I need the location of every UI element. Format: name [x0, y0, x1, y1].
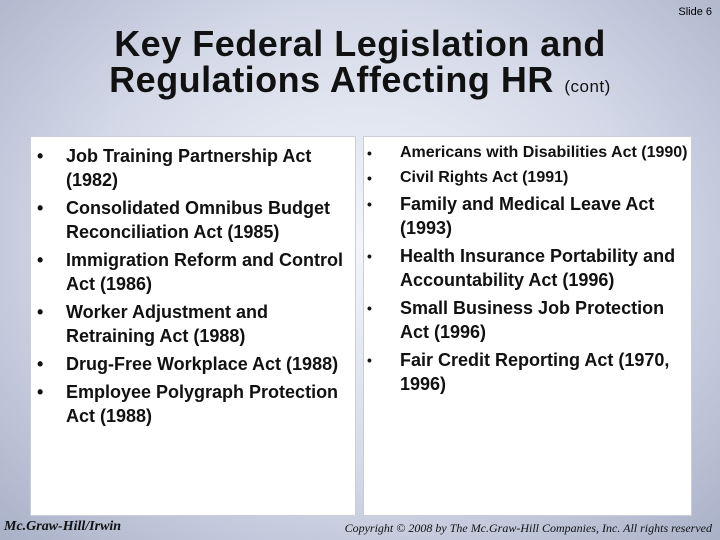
bullet-icon: •: [37, 382, 44, 402]
bullet-icon: •: [37, 146, 44, 166]
bullet-icon: •: [37, 302, 44, 322]
list-item: • Consolidated Omnibus Budget Reconciliation Act (1985): [37, 198, 330, 242]
list-item: • Fair Credit Reporting Act (1970, 1996): [367, 350, 670, 394]
right-bullet-list: [364, 137, 691, 396]
left-content-panel: [30, 136, 356, 516]
list-item: • Immigration Reform and Control Act (1986): [37, 250, 344, 294]
bullet-icon: •: [367, 248, 372, 264]
title-line-2: Regulations Affecting HR: [109, 59, 554, 100]
bullet-icon: •: [367, 352, 372, 368]
bullet-icon: •: [367, 300, 372, 316]
bullet-icon: •: [37, 198, 44, 218]
bullet-icon: •: [37, 354, 44, 374]
list-item: • Civil Rights Act (1991): [364, 167, 691, 189]
copyright-footer: Copyright © 2008 by The Mc.Graw-Hill Companies, Inc. All rights reserved: [344, 521, 712, 535]
list-item: • Employee Polygraph Protection Act (1988): [37, 382, 339, 426]
list-item: • Small Business Job Protection Act (1996): [367, 298, 665, 342]
bullet-icon: •: [367, 196, 372, 212]
left-bullet-list: [31, 137, 355, 428]
bullet-icon: •: [367, 170, 372, 186]
title-line-1: Key Federal Legislation and: [114, 23, 606, 64]
slide-title: [0, 23, 720, 105]
list-item: • Health Insurance Portability and Accountability Act (1996): [367, 246, 676, 290]
list-item: • Americans with Disabilities Act (1990): [364, 142, 691, 164]
list-item: • Drug-Free Workplace Act (1988): [37, 354, 339, 374]
right-content-panel: [363, 136, 692, 516]
slide-number: Slide 6: [678, 6, 712, 18]
bullet-icon: •: [367, 145, 372, 161]
bullet-icon: •: [37, 250, 44, 270]
list-item: • Job Training Partnership Act (1982): [37, 146, 312, 190]
title-cont-label: (cont): [564, 77, 611, 96]
list-item: • Worker Adjustment and Retraining Act (1988): [37, 302, 269, 346]
publisher-footer: Mc.Graw-Hill/Irwin: [4, 519, 122, 534]
list-item: • Family and Medical Leave Act (1993): [367, 194, 655, 238]
